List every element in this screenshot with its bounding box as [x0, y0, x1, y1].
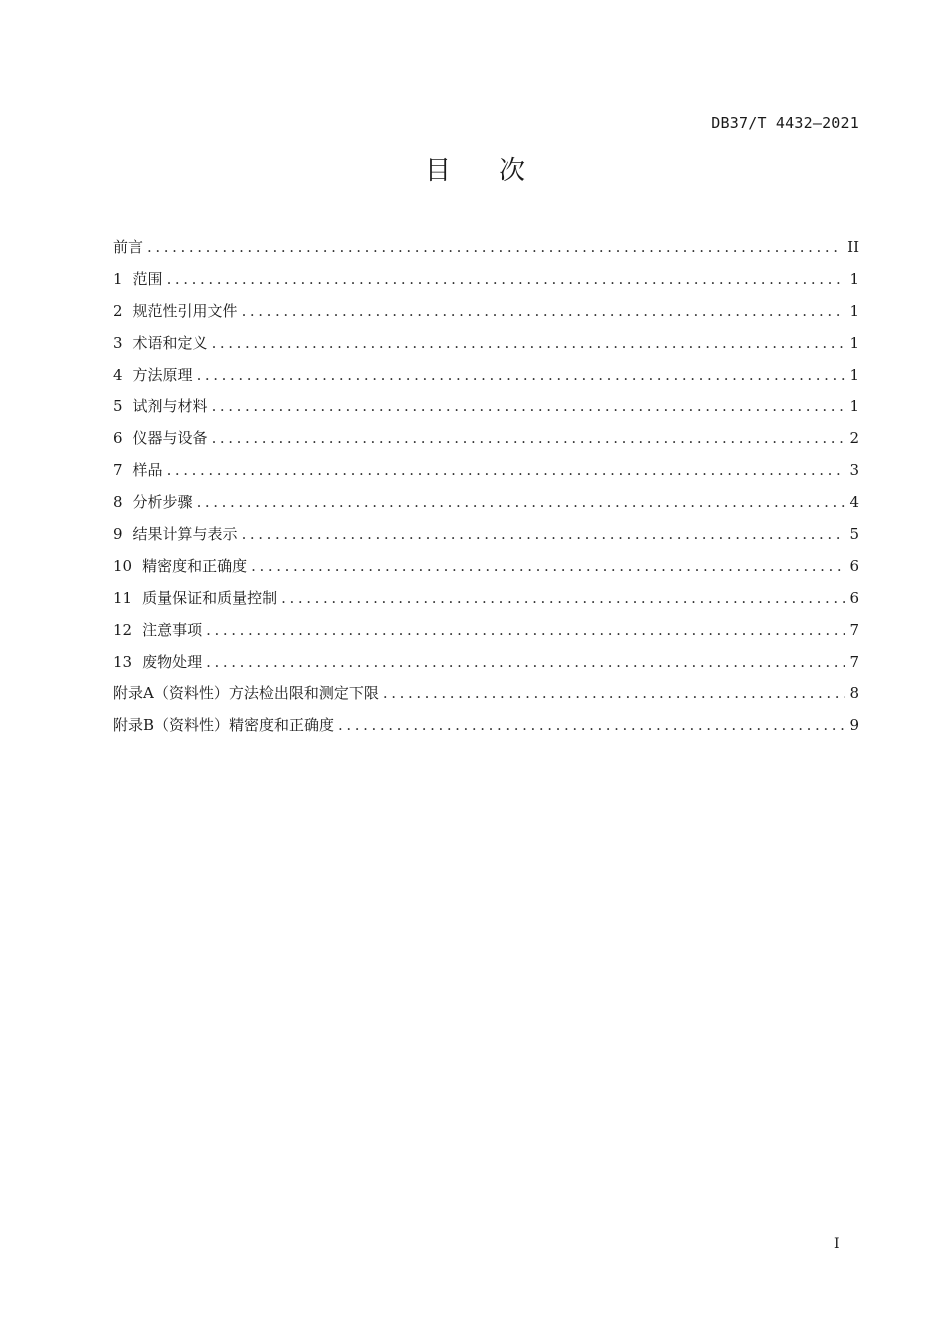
toc-entry-appendix-a[interactable] — [113, 682, 859, 714]
toc-entry-10[interactable] — [113, 555, 859, 587]
toc-entry-label: 注意事项 — [142, 620, 203, 639]
toc-entry-label: 结果计算与表示 — [132, 525, 238, 544]
toc-entry-2[interactable] — [113, 300, 859, 332]
toc-leader-dots — [212, 429, 845, 447]
toc-entry-12[interactable] — [113, 619, 859, 651]
toc-entry-5[interactable] — [113, 395, 859, 427]
toc-entry-number: 3 — [113, 333, 123, 352]
toc-entry-label: 术语和定义 — [132, 333, 208, 352]
toc-entry-label: 分析步骤 — [132, 493, 193, 512]
toc-entry-page: 4 — [849, 493, 859, 512]
toc-leader-dots — [167, 461, 845, 479]
toc-leader-dots — [212, 397, 845, 415]
toc-entry-page: 3 — [849, 461, 859, 480]
toc-leader-dots — [197, 366, 845, 384]
toc-leader-dots — [281, 589, 845, 607]
toc-entry-page: 7 — [849, 620, 859, 639]
toc-entry-label: 规范性引用文件 — [132, 301, 238, 320]
toc-entry-11[interactable] — [113, 587, 859, 619]
toc-leader-dots — [206, 621, 845, 639]
toc-entry-label: 方法原理 — [132, 365, 193, 384]
toc-entry-page: 6 — [849, 588, 859, 607]
page-number: I — [834, 1236, 840, 1252]
toc-leader-dots — [251, 557, 845, 575]
toc-entry-8[interactable] — [113, 491, 859, 523]
toc-entry-number: 10 — [113, 556, 133, 575]
toc-entry-6[interactable] — [113, 427, 859, 459]
toc-entry-page: 7 — [849, 652, 859, 671]
toc-entry-9[interactable] — [113, 523, 859, 555]
toc-entry-page: 2 — [849, 429, 859, 448]
toc-entry-page: 1 — [849, 333, 859, 352]
toc-entry-label: 废物处理 — [142, 652, 203, 671]
toc-entry-page: 5 — [849, 525, 859, 544]
toc-entry-number: 11 — [113, 588, 133, 607]
toc-entry-number: 5 — [113, 397, 123, 416]
toc-entry-appendix-b[interactable] — [113, 714, 859, 746]
toc-entry-number: 9 — [113, 525, 123, 544]
toc-leader-dots — [242, 525, 845, 543]
toc-entry-number: 6 — [113, 429, 123, 448]
toc-entry-label: 范围 — [132, 269, 163, 288]
toc-entry-label: 样品 — [132, 461, 163, 480]
toc-entry-label: 附录A（资料性）方法检出限和测定下限 — [113, 684, 379, 703]
toc-entry-label: 质量保证和质量控制 — [142, 588, 278, 607]
toc-entry-page: 6 — [849, 556, 859, 575]
toc-leader-dots — [147, 238, 843, 256]
table-of-contents — [113, 236, 859, 746]
toc-leader-dots — [242, 302, 845, 320]
toc-entry-number: 12 — [113, 620, 133, 639]
toc-entry-1[interactable] — [113, 268, 859, 300]
toc-entry-foreword[interactable] — [113, 236, 859, 268]
toc-entry-page: 8 — [849, 684, 859, 703]
toc-entry-page: 1 — [849, 269, 859, 288]
toc-entry-7[interactable] — [113, 459, 859, 491]
toc-entry-page: 9 — [849, 716, 859, 735]
toc-leader-dots — [167, 270, 845, 288]
toc-entry-number: 7 — [113, 461, 123, 480]
toc-entry-page: 1 — [849, 301, 859, 320]
toc-entry-number: 2 — [113, 301, 123, 320]
toc-entry-number: 1 — [113, 269, 123, 288]
toc-leader-dots — [212, 334, 845, 352]
toc-leader-dots — [197, 493, 845, 511]
toc-title: 目次 — [424, 156, 573, 186]
toc-entry-label: 精密度和正确度 — [142, 556, 248, 575]
toc-leader-dots — [206, 653, 845, 671]
toc-entry-number: 4 — [113, 365, 123, 384]
toc-entry-3[interactable] — [113, 332, 859, 364]
toc-entry-number: 13 — [113, 652, 133, 671]
toc-entry-label: 前言 — [113, 238, 144, 256]
toc-entry-13[interactable] — [113, 651, 859, 683]
toc-entry-label: 附录B（资料性）精密度和正确度 — [113, 716, 335, 735]
toc-entry-page: II — [847, 238, 859, 256]
toc-entry-4[interactable] — [113, 364, 859, 396]
document-code: DB37/T 4432—2021 — [711, 114, 859, 132]
toc-leader-dots — [338, 716, 845, 734]
toc-entry-number: 8 — [113, 493, 123, 512]
toc-entry-label: 试剂与材料 — [132, 397, 208, 416]
toc-entry-page: 1 — [849, 397, 859, 416]
toc-leader-dots — [383, 684, 845, 702]
toc-entry-label: 仪器与设备 — [132, 429, 208, 448]
toc-entry-page: 1 — [849, 365, 859, 384]
